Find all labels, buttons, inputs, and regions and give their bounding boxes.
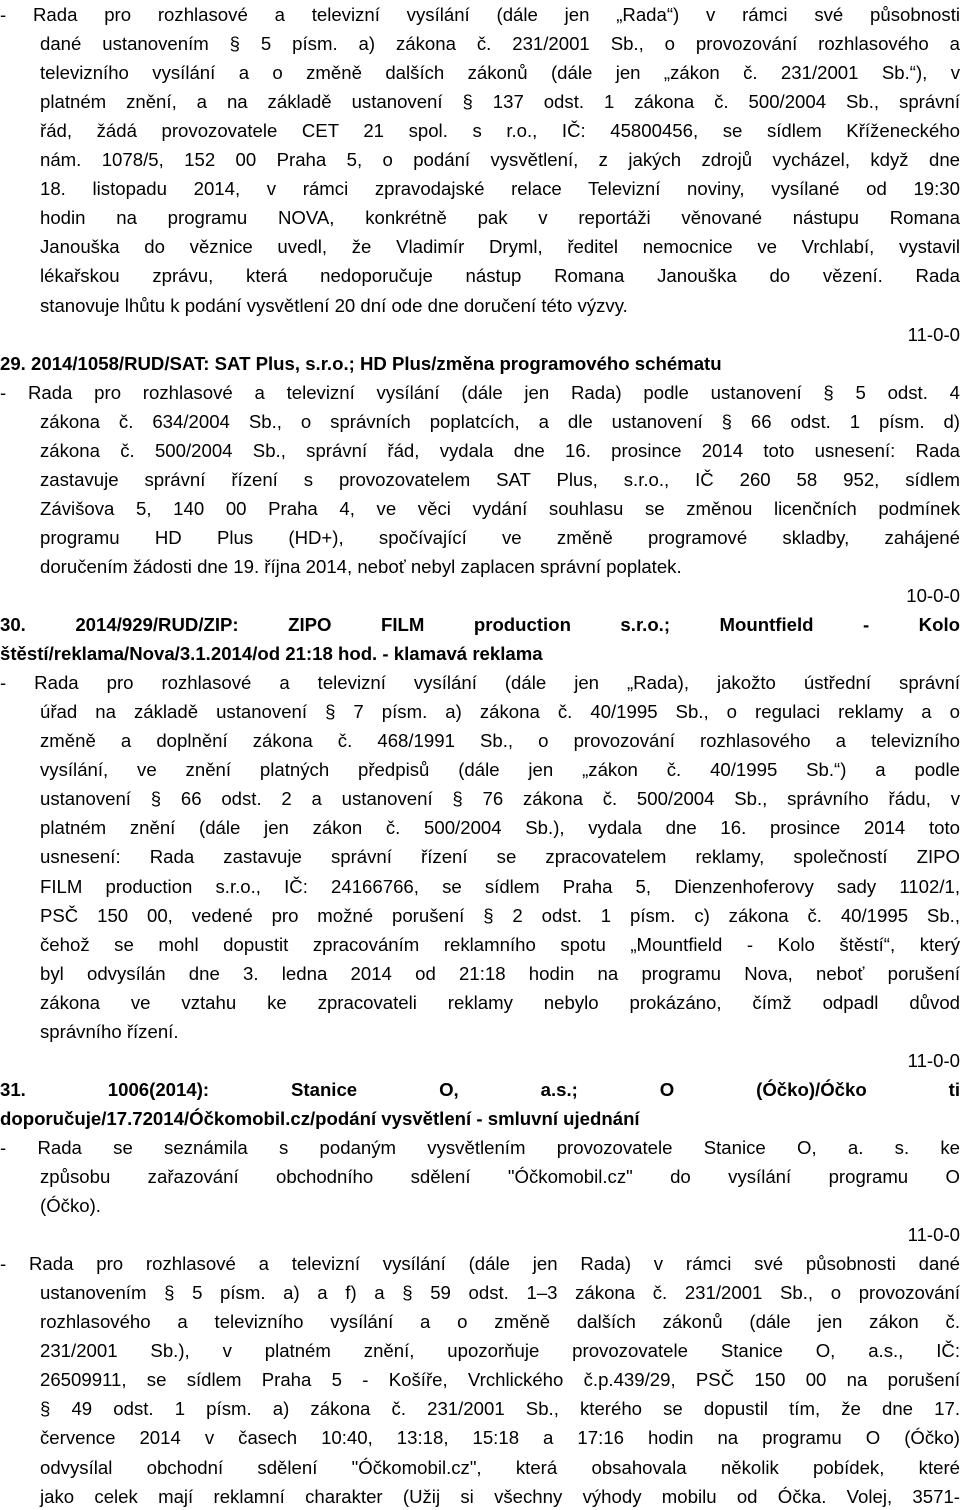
paragraph-line: hodin na programu NOVA, konkrétně pak v reportáži věnované nástupu Romana bbox=[40, 207, 960, 229]
section-heading-line: 31. 1006(2014): Stanice O, a.s.; O (Óčko)/Óčko ti bbox=[0, 1078, 960, 1100]
paragraph-line: § 49 odst. 1 písm. a) zákona č. 231/2001 Sb., kterého se dopustil tím, že dne 17. bbox=[40, 1398, 960, 1420]
section-heading-line: 30. 2014/929/RUD/ZIP: ZIPO FILM production s.r.o.; Mountfield - Kolo bbox=[0, 614, 960, 636]
paragraph-line: - Rada pro rozhlasové a televizní vysílání (dále jen Rada) v rámci své působnosti dané bbox=[0, 1253, 960, 1275]
paragraph-line: - Rada pro rozhlasové a televizní vysílání (dále jen „Rada“) v rámci své působnosti bbox=[0, 4, 960, 25]
paragraph-line: 26509911, se sídlem Praha 5 - Košíře, Vrchlického č.p.439/29, PSČ 150 00 na porušení bbox=[40, 1369, 960, 1391]
paragraph-line: ustanovením § 5 písm. a) a f) a § 59 odst. 1–3 zákona č. 231/2001 Sb., o provozování bbox=[40, 1282, 960, 1304]
paragraph-line: odvysílal obchodní sdělení "Óčkomobil.cz", která obsahovala několik pobídek, které bbox=[40, 1456, 960, 1478]
paragraph-line: Janouška do věznice uvedl, že Vladimír Dryml, ředitel nemocnice ve Vrchlabí, vystavil bbox=[40, 236, 960, 258]
paragraph-line: (Óčko). bbox=[40, 1195, 101, 1217]
paragraph-line: zákona č. 500/2004 Sb., správní řád, vydala dne 16. prosince 2014 toto usnesení: Rada bbox=[40, 439, 960, 461]
paragraph-line: jako celek mají reklamní charakter (Užij si všechny výhody mobilu od Óčka. Volej, 3571- bbox=[40, 1485, 960, 1507]
paragraph-line: stanovuje lhůtu k podání vysvětlení 20 dní ode dne doručení této výzvy. bbox=[40, 294, 628, 316]
paragraph-line: července 2014 v časech 10:40, 13:18, 15:18 a 17:16 hodin na programu O (Óčko) bbox=[40, 1427, 960, 1449]
paragraph-line: - Rada se seznámila s podaným vysvětlením provozovatele Stanice O, a. s. ke bbox=[0, 1136, 960, 1158]
vote-result: 11-0-0 bbox=[907, 1049, 960, 1071]
paragraph-line: - Rada pro rozhlasové a televizní vysílání (dále jen Rada) podle ustanovení § 5 odst. 4 bbox=[0, 381, 960, 403]
paragraph-line: vysílání, ve znění platných předpisů (dále jen „zákon č. 40/1995 Sb.“) a podle bbox=[40, 759, 960, 781]
paragraph-line: byl odvysílán dne 3. ledna 2014 od 21:18 hodin na programu Nova, neboť porušení bbox=[40, 962, 960, 984]
paragraph-line: zákona č. 634/2004 Sb., o správních poplatcích, a dle ustanovení § 66 odst. 1 písm. d) bbox=[40, 410, 960, 432]
paragraph-line: lékařskou zprávu, která nedoporučuje nástup Romana Janouška do vězení. Rada bbox=[40, 265, 960, 287]
paragraph-line: FILM production s.r.o., IČ: 24166766, se sídlem Praha 5, Dienzenhoferovy sady 1102/1, bbox=[40, 875, 960, 897]
paragraph-line: zákona ve vztahu ke zpracovateli reklamy nebylo prokázáno, čímž odpadl důvod bbox=[40, 991, 960, 1013]
paragraph-line: ustanovení § 66 odst. 2 a ustanovení § 76 zákona č. 500/2004 Sb., správního řádu, v bbox=[40, 788, 960, 810]
vote-result: 11-0-0 bbox=[907, 1224, 960, 1246]
paragraph-line: - Rada pro rozhlasové a televizní vysílání (dále jen „Rada), jakožto ústřední správní bbox=[0, 672, 960, 694]
paragraph-line: PSČ 150 00, vedené pro možné porušení § 2 odst. 1 písm. c) zákona č. 40/1995 Sb., bbox=[40, 904, 960, 926]
vote-result: 11-0-0 bbox=[907, 323, 960, 345]
paragraph-line: změně a doplnění zákona č. 468/1991 Sb., o provozování rozhlasového a televizního bbox=[40, 730, 960, 752]
paragraph-line: dané ustanovením § 5 písm. a) zákona č. 231/2001 Sb., o provozování rozhlasového a bbox=[40, 33, 960, 55]
paragraph-line: televizního vysílání a o změně dalších zákonů (dále jen „zákon č. 231/2001 Sb.“), v bbox=[40, 62, 960, 84]
paragraph-line: Závišova 5, 140 00 Praha 4, ve věci vydání souhlasu se změnou licenčních podmínek bbox=[40, 497, 960, 519]
paragraph-line: zastavuje správní řízení s provozovatelem SAT Plus, s.r.o., IČ 260 58 952, sídlem bbox=[40, 468, 960, 490]
vote-result: 10-0-0 bbox=[906, 585, 960, 606]
paragraph-line: 231/2001 Sb.), v platném znění, upozorňuje provozovatele Stanice O, a.s., IČ: bbox=[40, 1340, 960, 1362]
paragraph-line: správního řízení. bbox=[40, 1020, 179, 1042]
paragraph-line: platném znění (dále jen zákon č. 500/2004 Sb.), vydala dne 16. prosince 2014 toto bbox=[40, 817, 960, 839]
paragraph-line: rozhlasového a televizního vysílání a o změně dalších zákonů (dále jen zákon č. bbox=[40, 1311, 960, 1333]
paragraph-line: způsobu zařazování obchodního sdělení "Óčkomobil.cz" do vysílání programu O bbox=[40, 1166, 960, 1187]
paragraph-line: řád, žádá provozovatele CET 21 spol. s r.o., IČ: 45800456, se sídlem Kříženeckého bbox=[40, 120, 960, 142]
section-heading-line: 29. 2014/1058/RUD/SAT: SAT Plus, s.r.o.; HD Plus/změna programového schématu bbox=[0, 352, 722, 374]
paragraph-line: nám. 1078/5, 152 00 Praha 5, o podání vysvětlení, z jakých zdrojů vycházel, když dne bbox=[40, 149, 960, 171]
paragraph-line: úřad na základě ustanovení § 7 písm. a) zákona č. 40/1995 Sb., o regulaci reklamy a o bbox=[40, 701, 960, 723]
section-heading-line: doporučuje/17.72014/Óčkomobil.cz/podání vysvětlení - smluvní ujednání bbox=[0, 1107, 640, 1129]
paragraph-line: programu HD Plus (HD+), spočívající ve změně programové skladby, zahájené bbox=[40, 526, 960, 548]
section-heading-line: štěstí/reklama/Nova/3.1.2014/od 21:18 hod. - klamavá reklama bbox=[0, 643, 543, 665]
paragraph-line: usnesení: Rada zastavuje správní řízení se zpracovatelem reklamy, společností ZIPO bbox=[40, 846, 960, 868]
paragraph-line: doručením žádosti dne 19. října 2014, neboť nebyl zaplacen správní poplatek. bbox=[40, 555, 682, 577]
paragraph-line: čehož se mohl dopustit zpracováním reklamního spotu „Mountfield - Kolo štěstí“, který bbox=[40, 933, 960, 955]
paragraph-line: 18. listopadu 2014, v rámci zpravodajské relace Televizní noviny, vysílané od 19:30 bbox=[40, 178, 960, 200]
paragraph-line: platném znění, a na základě ustanovení § 137 odst. 1 zákona č. 500/2004 Sb., správní bbox=[40, 91, 960, 113]
